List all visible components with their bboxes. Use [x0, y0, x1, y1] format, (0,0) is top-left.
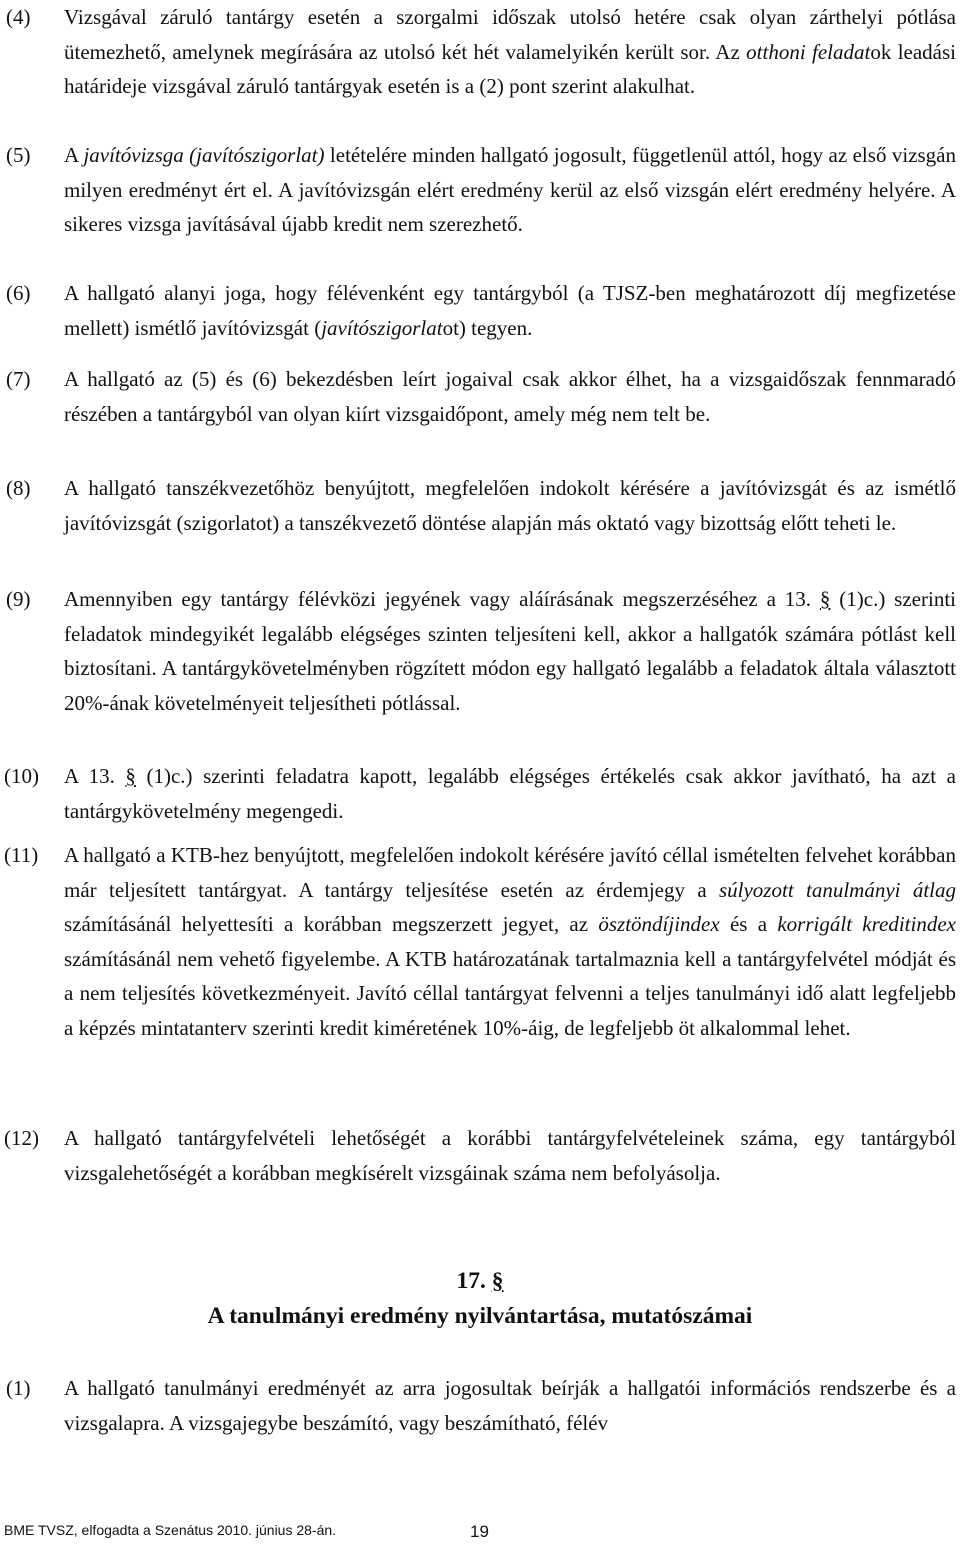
- paragraph-number: (10): [4, 764, 39, 788]
- text-run: ot) tegyen.: [442, 315, 533, 340]
- text-run: és a: [719, 912, 778, 936]
- paragraph-text: [64, 582, 956, 720]
- paragraph-text: [64, 138, 956, 242]
- italic-term: súlyozott tanulmányi átlag: [718, 877, 956, 902]
- paragraph-text: [64, 838, 956, 1045]
- paragraph-number: (7): [6, 367, 31, 391]
- text-run: A hallgató tanszékvezetőhöz benyújtott, megfelelően indokolt kérésére a javítóvizsgát és az ismétlő javítóvizsgát (szigorlatot) a tanszékvezető döntése alapján más oktató vagy bizottság előtt teheti le.: [64, 476, 956, 535]
- paragraph-number: (12): [4, 1126, 39, 1150]
- text-run: A hallgató az (5) és (6) bekezdésben leírt jogaival csak akkor élhet, ha a vizsgaidőszak fennmaradó részében a tantárgyból van olyan kiírt vizsgaidőpont, amely még nem telt be.: [64, 367, 956, 426]
- footer-text: BME TVSZ, elfogadta a Szenátus 2010. június 28-án.: [4, 1522, 337, 1538]
- paragraph-number: (5): [6, 143, 31, 167]
- text-run: Vizsgával záruló tantárgy esetén a szorgalmi időszak utolsó hetére csak olyan zárthelyi pótlása ütemezhető, amelynek megírására az utolsó két hét valamelyikén került sor. Az: [64, 5, 956, 64]
- section-number: 17.: [456, 1268, 486, 1294]
- italic-term: javítóvizsga (javítószigorlat): [83, 143, 325, 167]
- paragraph-number: (1): [6, 1376, 31, 1400]
- text-run: számításánál helyettesíti a korábban megszerzett jegyet, az: [64, 912, 599, 936]
- italic-term: otthoni feladat: [746, 39, 871, 64]
- paragraph-text: [64, 1121, 956, 1190]
- italic-term: ösztöndíjindex: [598, 912, 720, 936]
- text-run: ok leadási határideje vizsgával záruló tantárgyak esetén is a (2) pont szerint alakulhat.: [64, 39, 957, 98]
- text-run: A hallgató a KTB-hez benyújtott, megfelelően indokolt kérésére javító céllal ismételten felvehet korábban már teljesített tantárgyat. A tantárgy teljesítése esetén az érdemjegy a: [64, 843, 956, 902]
- section-symbol: §: [819, 587, 831, 611]
- paragraph-number: (11): [4, 843, 39, 867]
- text-run: (1)c.) szerinti feladatok mindegyikét legalább elégséges szinten teljesíteni kell, akkor a hallgatók számára pótlást kell biztosítani. A tantárgykövetelményben rögzített módon egy hallgató legalább a feladatok általa választott 20%-ának követelményeit teljesítheti pótlással.: [64, 587, 956, 715]
- italic-term: korrigált kreditindex: [777, 912, 956, 936]
- text-run: (1)c.) szerinti feladatra kapott, legalább elégséges értékelés csak akkor javítható, ha azt a tantárgykövetelmény megengedi.: [64, 764, 956, 823]
- paragraph-number: (6): [6, 281, 31, 305]
- text-run: A: [64, 143, 84, 167]
- paragraph-text: [64, 0, 956, 104]
- text-run: A hallgató alanyi joga, hogy félévenként egy tantárgyból (a TJSZ-ben meghatározott díj megfizetése mellett) ismétlő javítóvizsgát (: [64, 281, 956, 340]
- paragraph-number: (9): [6, 587, 31, 611]
- paragraph-text: [64, 362, 956, 431]
- paragraph-number: (8): [6, 476, 31, 500]
- italic-term: javítószigorlat: [321, 315, 443, 340]
- paragraph-text: [64, 276, 956, 345]
- paragraph-text: [64, 1371, 956, 1440]
- paragraph-number: (4): [6, 5, 31, 29]
- paragraph-text: [64, 471, 956, 540]
- section-symbol: §: [125, 764, 136, 788]
- section-symbol: §: [491, 1268, 504, 1294]
- section-title: A tanulmányi eredmény nyilvántartása, mutatószámai: [207, 1303, 753, 1329]
- section-number-line: [0, 1268, 960, 1295]
- page-number: 19: [470, 1522, 489, 1541]
- text-run: A hallgató tanulmányi eredményét az arra jogosultak beírják a hallgatói információs rendszerbe és a vizsgalapra. A vizsgajegybe beszámító, vagy beszámítható, félév: [64, 1376, 956, 1435]
- text-run: A hallgató tantárgyfelvételi lehetőségét a korábbi tantárgyfelvételeinek száma, egy tantárgyból vizsgalehetőségét a korábban megkísérelt vizsgáinak száma nem befolyásolja.: [64, 1126, 956, 1185]
- text-run: A 13.: [64, 764, 126, 788]
- text-run: számításánál nem vehető figyelembe. A KTB határozatának tartalmaznia kell a tantárgyfelvétel módját és a nem teljesítés következményeit. Javító céllal tantárgyat felvenni a teljes tanulmányi idő alatt legfeljebb a képzés mintatanterv szerinti kredit kiméretének 10%-áig, de legfeljebb öt alkalommal lehet.: [64, 946, 956, 1040]
- text-run: Amennyiben egy tantárgy félévközi jegyének vagy aláírásának megszerzéséhez a 13.: [64, 587, 820, 611]
- text-run: letételére minden hallgató jogosult, függetlenül attól, hogy az első vizsgán milyen eredményt ért el. A javítóvizsgán elért eredmény kerül az első vizsgán elért eredmény helyére. A sikeres vizsga javításával újabb kredit nem szerezhető.: [64, 143, 957, 236]
- paragraph-text: [64, 759, 956, 828]
